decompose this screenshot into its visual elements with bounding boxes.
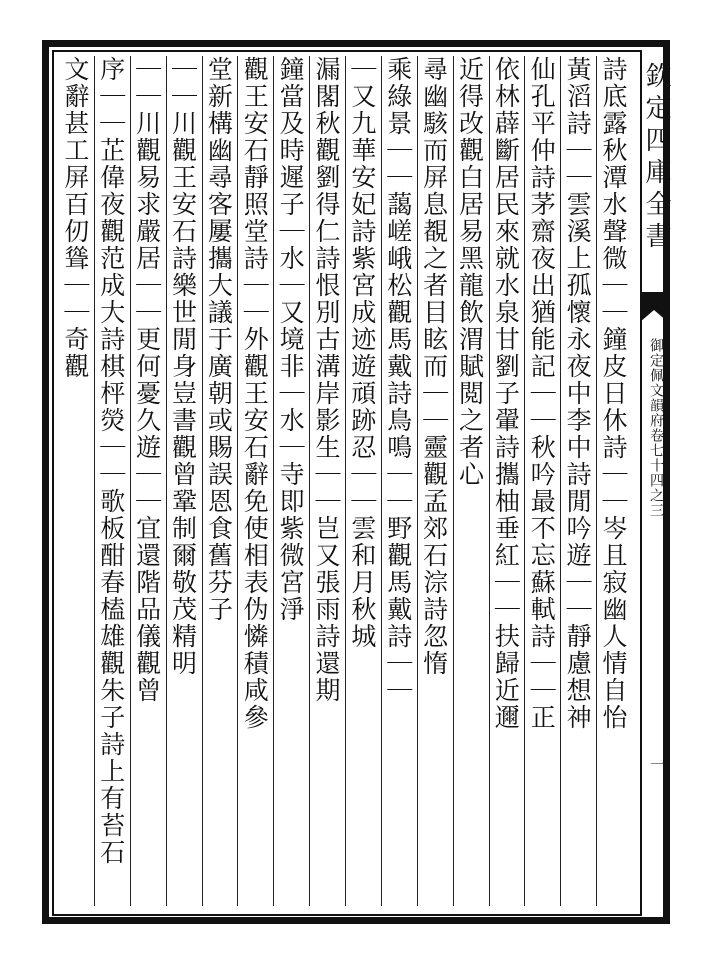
column-rule	[345, 56, 346, 906]
text-column: 觀王安石靜照堂詩｜｜外觀王安石辭免使相表伪憐積咸參	[240, 56, 270, 731]
page-number: 一	[650, 755, 667, 774]
text-column: 尋幽駭而屏息覩之者目眩而｜｜靈觀孟郊石淙詩忽惰	[419, 56, 449, 677]
column-rule	[453, 56, 454, 906]
column-rule	[524, 56, 525, 906]
column-rule	[309, 56, 310, 906]
text-column: ｜｜川觀易求嚴居｜｜更何憂久遊｜｜宜還階品儀觀曾	[132, 56, 162, 704]
text-column: ｜｜川觀王安石詩樂世閒身豈書觀曾鞏制爾敬茂精明	[168, 56, 198, 677]
text-column: 詩底露秋潭水聲微｜｜鐘皮日休詩｜｜岑且寂幽人情自怡	[599, 56, 628, 731]
column-rule	[273, 56, 274, 906]
text-column: 文辭甚工屏百仞聳｜｜奇觀	[60, 56, 90, 380]
text-column: 漏閣秋觀劉得仁詩恨別古溝岸影生｜｜岂又張雨詩還期	[312, 56, 341, 704]
text-column: ｜又九華安妃詩紫宮成迹遊頑跡忍｜｜雲和月秋城	[347, 56, 377, 650]
text-column: 依林薜斷居民來就水泉甘劉子翬詩攜柚垂紅｜｜扶歸近邇	[491, 56, 521, 731]
text-column: 序｜｜芷偉夜觀范成大詩棋枰熒｜｜歌板酣春榼雄觀朱子詩上有苔石	[96, 56, 126, 866]
volume-label: 御定佩文韻府卷七十四之三	[648, 338, 664, 518]
book-title: 欽定四庫全書	[641, 62, 671, 254]
column-rule	[560, 56, 561, 906]
text-column: 近得改觀白居易黑龍飲渭賦閲之者心	[455, 56, 485, 488]
column-rule	[202, 56, 203, 906]
column-rule	[381, 56, 382, 906]
column-rule	[130, 56, 131, 906]
column-rule	[489, 56, 490, 906]
column-rule	[596, 56, 597, 906]
column-rule	[417, 56, 418, 906]
column-rule	[166, 56, 167, 906]
column-rule	[237, 56, 238, 906]
text-column: 鐘當及時遲子｜水｜又境非｜水｜寺即紫微宮淨	[276, 56, 306, 623]
text-column: 黃滔詩｜｜雲溪上孤懷永夜中李中詩閒吟遊｜｜靜慮想神	[563, 56, 593, 731]
text-column: 仙孔平仲詩茅齋夜出猶能記｜｜秋吟最不忘蘇軾詩｜｜正	[527, 56, 557, 731]
text-column: 堂新構幽尋客屢攜大議于廣朝或賜誤恩食舊芬子	[204, 56, 234, 623]
text-column: 乘綠景｜｜藹嵯峨松觀馬戴詩鳥鳴｜｜野觀馬戴詩｜｜	[383, 56, 413, 704]
column-rule	[94, 56, 95, 906]
